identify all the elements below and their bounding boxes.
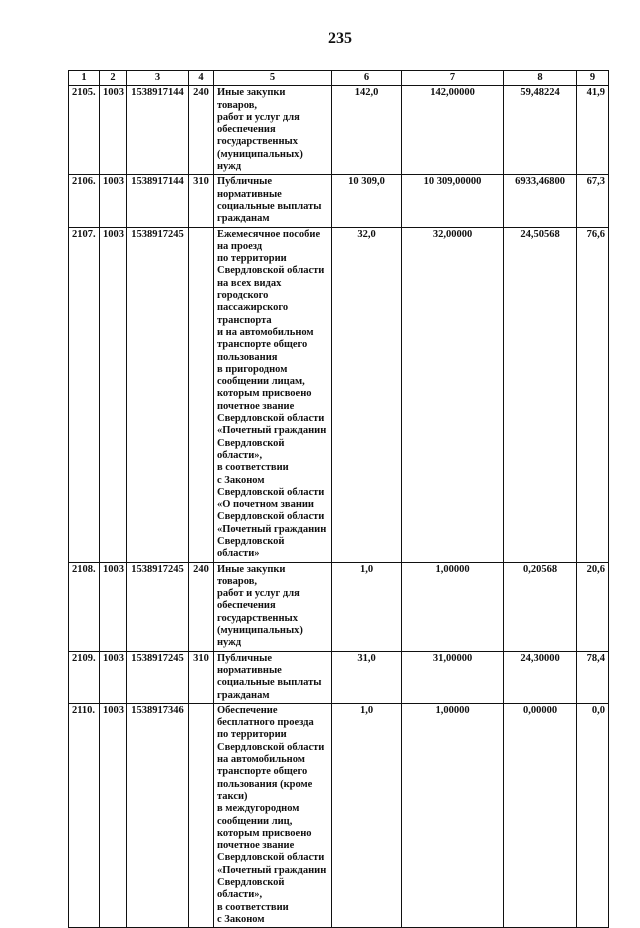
column-header-2: 2 (100, 71, 127, 86)
column-header-7: 7 (402, 71, 504, 86)
table-row (69, 175, 609, 227)
value-col-7: 1,00000 (402, 562, 504, 651)
column-header-5: 5 (214, 71, 332, 86)
expense-type-code (189, 227, 214, 562)
budget-table (68, 70, 609, 928)
expense-type-code: 240 (189, 86, 214, 175)
column-header-1: 1 (69, 71, 100, 86)
row-number: 2106. (69, 175, 100, 227)
value-col-8: 0,20568 (504, 562, 577, 651)
value-col-8: 24,50568 (504, 227, 577, 562)
target-article-code: 1538917245 (127, 227, 189, 562)
value-col-9: 0,0 (577, 703, 609, 927)
value-col-7: 142,00000 (402, 86, 504, 175)
section-code: 1003 (100, 703, 127, 927)
row-number: 2108. (69, 562, 100, 651)
value-col-9: 41,9 (577, 86, 609, 175)
expense-type-code: 240 (189, 562, 214, 651)
section-code: 1003 (100, 86, 127, 175)
row-number: 2105. (69, 86, 100, 175)
expense-description: Обеспечение бесплатного проезда по территории Свердловской области на автомобильном транспорте общего пользования (кроме такси) в междугородном сообщении лиц, которым присвоено почетное звание Свердловской области «Почетный гражданин Свердловской области», в соответствии с Законом (214, 703, 332, 927)
value-col-6: 142,0 (332, 86, 402, 175)
expense-type-code (189, 703, 214, 927)
value-col-6: 32,0 (332, 227, 402, 562)
value-col-7: 31,00000 (402, 651, 504, 703)
value-col-8: 59,48224 (504, 86, 577, 175)
table-row (69, 86, 609, 175)
value-col-6: 31,0 (332, 651, 402, 703)
target-article-code: 1538917144 (127, 175, 189, 227)
expense-description: Иные закупки товаров, работ и услуг для обеспечения государственных (муниципальных) нужд (214, 86, 332, 175)
expense-type-code: 310 (189, 175, 214, 227)
column-header-8: 8 (504, 71, 577, 86)
value-col-9: 78,4 (577, 651, 609, 703)
header-row (69, 71, 609, 86)
value-col-7: 10 309,00000 (402, 175, 504, 227)
section-code: 1003 (100, 651, 127, 703)
target-article-code: 1538917144 (127, 86, 189, 175)
page-number: 235 (328, 30, 352, 47)
expense-description: Иные закупки товаров, работ и услуг для обеспечения государственных (муниципальных) нужд (214, 562, 332, 651)
section-code: 1003 (100, 562, 127, 651)
value-col-6: 1,0 (332, 703, 402, 927)
expense-description: Публичные нормативные социальные выплаты гражданам (214, 651, 332, 703)
expense-description: Ежемесячное пособие на проезд по территории Свердловской области на всех видах городского пассажирского транспорта и на автомобильном транспорте общего пользования в пригородном сообщении лицам, которым присвоено почетное звание Свердловской области «Почетный гражданин Свердловской области», в соответствии с Законом Свердловской области «О почетном звании Свердловской области «Почетный гражданин Свердловской области» (214, 227, 332, 562)
value-col-9: 76,6 (577, 227, 609, 562)
value-col-6: 1,0 (332, 562, 402, 651)
row-number: 2107. (69, 227, 100, 562)
target-article-code: 1538917346 (127, 703, 189, 927)
row-number: 2109. (69, 651, 100, 703)
section-code: 1003 (100, 175, 127, 227)
column-header-4: 4 (189, 71, 214, 86)
value-col-8: 24,30000 (504, 651, 577, 703)
value-col-6: 10 309,0 (332, 175, 402, 227)
table-row (69, 651, 609, 703)
value-col-7: 32,00000 (402, 227, 504, 562)
value-col-8: 6933,46800 (504, 175, 577, 227)
table-row (69, 562, 609, 651)
column-header-3: 3 (127, 71, 189, 86)
expense-type-code: 310 (189, 651, 214, 703)
column-header-9: 9 (577, 71, 609, 86)
value-col-9: 67,3 (577, 175, 609, 227)
column-header-6: 6 (332, 71, 402, 86)
row-number: 2110. (69, 703, 100, 927)
table-row (69, 227, 609, 562)
value-col-8: 0,00000 (504, 703, 577, 927)
table-row (69, 703, 609, 927)
target-article-code: 1538917245 (127, 651, 189, 703)
value-col-9: 20,6 (577, 562, 609, 651)
expense-description: Публичные нормативные социальные выплаты гражданам (214, 175, 332, 227)
target-article-code: 1538917245 (127, 562, 189, 651)
section-code: 1003 (100, 227, 127, 562)
value-col-7: 1,00000 (402, 703, 504, 927)
